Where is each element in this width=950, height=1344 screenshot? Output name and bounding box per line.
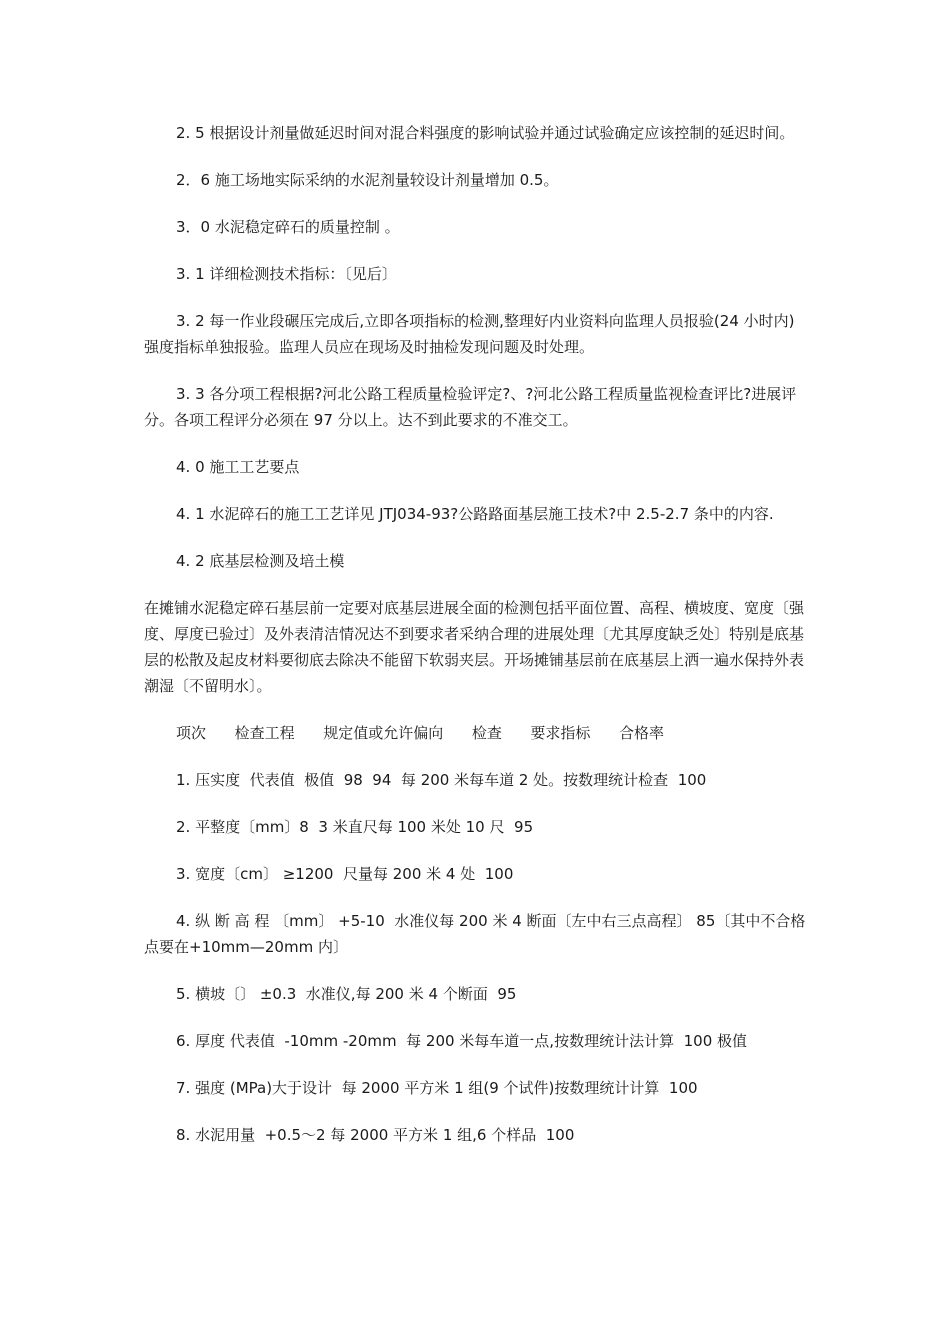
- paragraph-2-6: 2．6 施工场地实际采纳的水泥剂量较设计剂量增加 0.5。: [176, 171, 559, 189]
- table-row-2: 2. 平整度〔mm〕8 3 米直尺每 100 米处 10 尺 95: [176, 818, 534, 836]
- paragraph-4-2: 4. 2 底基层检测及培土模: [176, 552, 345, 570]
- paragraph-3-1: 3. 1 详细检测技术指标：〔见后〕: [176, 265, 397, 283]
- table-row-7: 7. 强度 (MPa)大于设计 每 2000 平方米 1 组(9 个试件)按数理统计计算 100: [176, 1079, 698, 1097]
- table-row-3: 3. 宽度〔cm〕 ≥1200 尺量每 200 米 4 处 100: [176, 865, 514, 883]
- document-page: [144, 120, 809, 1169]
- heading-3-0: 3．0 水泥稳定碎石的质量控制 。: [176, 218, 400, 236]
- heading-4-0: 4. 0 施工工艺要点: [176, 458, 300, 476]
- paragraph-4-1: 4. 1 水泥碎石的施工工艺详见 JTJ034-93?公路路面基层施工技术?中 2.5-2.7 条中的内容.: [176, 505, 774, 523]
- table-row-6: 6. 厚度 代表值 -10mm -20mm 每 200 米每车道一点,按数理统计法计算 100 极值: [176, 1032, 748, 1050]
- paragraph-3-3: 3. 3 各分项工程根据?河北公路工程质量检验评定?、?河北公路工程质量监视检查评比?进展评分。各项工程评分必须在 97 分以上。达不到此要求的不准交工。: [144, 385, 797, 429]
- table-row-4: 4. 纵 断 高 程 〔mm〕 +5-10 水准仪每 200 米 4 断面〔左中右三点高程〕 85〔其中不合格点要在+10mm—20mm 内〕: [144, 912, 806, 956]
- paragraph-2-5: 2. 5 根据设计剂量做延迟时间对混合料强度的影响试验并通过试验确定应该控制的延迟时间。: [176, 124, 795, 142]
- paragraph-base-inspection: 在摊铺水泥稳定碎石基层前一定要对底基层进展全面的检测包括平面位置、高程、横坡度、宽度〔强度、厚度已验过〕及外表清洁情况达不到要求者采纳合理的进展处理〔尤其厚度缺乏处〕特别是底基层的松散及起皮材料要彻底去除决不能留下软弱夹层。开场摊铺基层前在底基层上洒一遍水保持外表潮湿〔不留明水〕。: [144, 599, 805, 695]
- table-row-8: 8. 水泥用量 +0.5～2 每 2000 平方米 1 组,6 个样品 100: [176, 1126, 575, 1144]
- paragraph-3-2: 3. 2 每一作业段碾压完成后,立即各项指标的检测,整理好内业资料向监理人员报验(24 小时内)强度指标单独报验。监理人员应在现场及时抽检发现问题及时处理。: [144, 312, 795, 356]
- table-row-5: 5. 横坡〔〕 ±0.3 水准仪,每 200 米 4 个断面 95: [176, 985, 517, 1003]
- table-row-1: 1. 压实度 代表值 极值 98 94 每 200 米每车道 2 处。按数理统计检查 100: [176, 771, 707, 789]
- table-header-row: 项次 检查工程 规定值或允许偏向 检查 要求指标 合格率: [176, 724, 665, 742]
